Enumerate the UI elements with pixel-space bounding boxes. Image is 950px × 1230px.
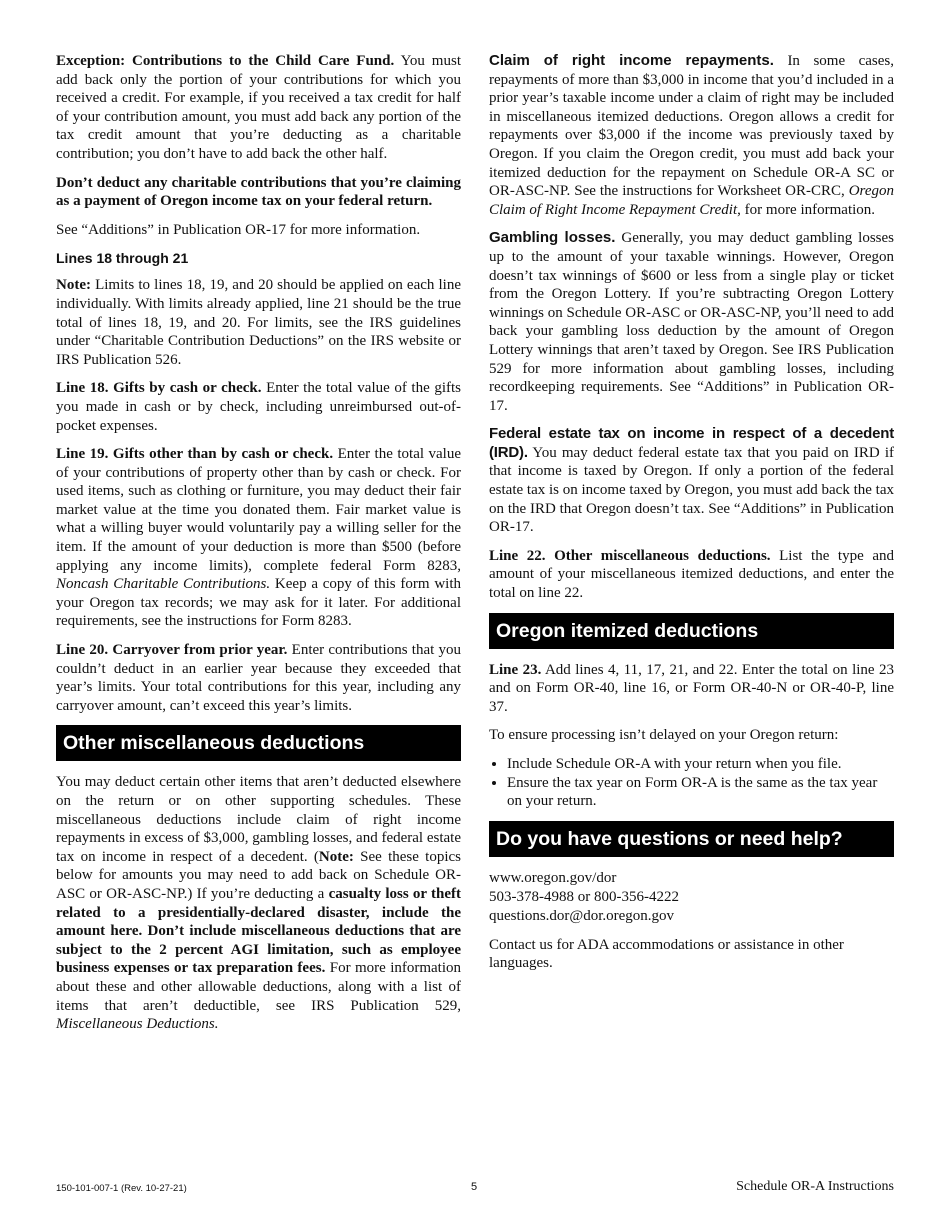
line18-paragraph bbox=[56, 379, 461, 435]
pub-529-name: Miscellaneous Deductions. bbox=[56, 1016, 219, 1033]
claim-text1: In some cases, repayments of more than $3,000 in income that you’d included in a prior year’s taxable income under a claim of right may be included in miscellaneous itemized deductions. Oregon allows a credit for repayments over $3,000 if the income was previously taxed by Oregon. If you claim the Oregon credit, you must add back your itemized deduction for the repayment on Schedule OR-A SC or OR-ASC-NP. See the instructions for Worksheet OR-CRC, bbox=[489, 53, 895, 200]
note-label: Note: bbox=[56, 277, 91, 294]
line23-text: Add lines 4, 11, 17, 21, and 22. Enter the total on line 23 and on Form OR-40, line 16, or Form OR-40-N or OR-40-P, line 37. bbox=[489, 661, 894, 715]
line20-text: Enter contributions that you couldn’t deduct in an earlier year because they exceeded that year’s limits. Your total contributions for this year, including any carryover amount, can’t exceed this year’s limits. bbox=[56, 642, 462, 714]
note-paragraph bbox=[56, 276, 461, 369]
gambling-paragraph bbox=[489, 229, 894, 415]
line19-text2: Keep a copy of this form with your Oregon tax records; we may ask for it later. For additional requirements, see the instructions for Form 8283. bbox=[56, 576, 461, 630]
help-heading: Do you have questions or need help? bbox=[489, 821, 894, 857]
footer-page-number: 5 bbox=[471, 1181, 478, 1193]
misc-note-label: Note: bbox=[318, 848, 354, 865]
ensure-intro: To ensure processing isn’t delayed on your Oregon return: bbox=[489, 727, 839, 744]
misc-bold: casualty loss or theft related to a presidentially-declared disaster, include the amount here. Don’t include miscellaneous deductions that are subject to the 2 percent AGI limitation, such as employee business expenses or tax preparation fees. bbox=[56, 885, 462, 977]
ensure-list bbox=[489, 755, 894, 811]
ada-paragraph: Contact us for ADA accommodations or assistance in other languages. bbox=[489, 936, 844, 972]
estate-text: You may deduct federal estate tax that you paid on IRD if that income is taxed by Oregon. If only a portion of the federal estate tax is on income taxed by Oregon, you must add back the tax on the IRD that Oregon doesn’t tax. See “Additions” in Publication OR-17. bbox=[489, 444, 894, 536]
list-item: • Ensure the tax year on Form OR-A is the same as the tax year on your return. bbox=[507, 774, 894, 811]
misc-paragraph bbox=[56, 773, 461, 1033]
gambling-title: Gambling losses. bbox=[489, 229, 616, 247]
footer-doc-title: Schedule OR-A Instructions bbox=[736, 1179, 894, 1194]
worksheet-name: Oregon Claim of Right Income Repayment Credit bbox=[489, 183, 894, 218]
exception-paragraph bbox=[56, 52, 461, 164]
see-additions: See “Additions” in Publication OR-17 for more information. bbox=[56, 221, 421, 238]
left-column bbox=[56, 52, 461, 1044]
line22-text: List the type and amount of your miscellaneous itemized deductions, and enter the total on line 22. bbox=[489, 547, 894, 602]
note-text: Limits to lines 18, 19, and 20 should be applied on each line individually. With limits already applied, line 21 should be the true total of lines 18, 19, and 20. For limits, see the IRS guidelines under “Charitable Contribution Deductions” on the IRS website or IRS Publication 526. bbox=[56, 277, 461, 368]
phone-numbers: 503-378-4988 or 800-356-4222 bbox=[489, 888, 679, 905]
form-8283-name: Noncash Charitable Contributions. bbox=[56, 576, 271, 593]
exception-text: You must add back only the portion of your contributions for which you received a credit. For example, if you received a tax credit for half of your contribution amount, you must add back any portion of the tax credit amount that you’re deducting as a charitable contribution; you don’t have to add back the other half. bbox=[56, 53, 461, 162]
claim-title: Claim of right income repayments. bbox=[489, 52, 774, 69]
email-link[interactable]: questions.dor@dor.oregon.gov bbox=[489, 907, 675, 924]
gambling-text: Generally, you may deduct gambling losses up to the amount of your taxable winnings. However, Oregon doesn’t tax winnings of $600 or less from a single play or ticket from the Oregon Lottery. If you’re subtracting Oregon Lottery winnings on Schedule OR-ASC or OR-ASC-NP, you’ll need to add back your gambling loss deduction by the amount of Oregon Lottery winnings that aren’t taxed by Oregon. See IRS Publication 529 for more information about gambling losses, including recordkeeping requirements. See “Additions” in Publication OR-17. bbox=[489, 230, 895, 414]
line19-text1: Enter the total value of your contributions of property other than by cash or check. For used items, such as clothing or furniture, you may deduct their fair market value at the time you donated them. Fair market value is what a willing buyer would voluntarily pay a willing seller for the item. If the amount of your deduction is more than $500 (before applying any income limits), complete federal Form 8283, bbox=[56, 446, 462, 574]
itemized-deductions-heading: Oregon itemized deductions bbox=[489, 613, 894, 649]
estate-paragraph bbox=[489, 425, 894, 537]
line23-paragraph bbox=[489, 661, 894, 717]
claim-paragraph bbox=[489, 52, 894, 219]
line19-paragraph bbox=[56, 445, 461, 631]
line20-paragraph bbox=[56, 641, 461, 715]
line19-title: Line 19. Gifts other than by cash or check. bbox=[56, 446, 334, 463]
contact-block bbox=[489, 869, 894, 926]
line20-title: Line 20. Carryover from prior year. bbox=[56, 642, 288, 659]
misc-text1: You may deduct certain other items that aren’t deducted elsewhere on the return or on other supporting schedules. These miscellaneous deductions include claim of right income repayments in excess of $3,000, gambling losses, and federal estate tax on income in respect of a decedent. ( bbox=[56, 774, 461, 865]
line18-title: Line 18. Gifts by cash or check. bbox=[56, 380, 262, 397]
list-item: • Include Schedule OR-A with your return when you file. bbox=[507, 755, 894, 774]
exception-title: Exception: Contributions to the Child Care Fund. bbox=[56, 53, 395, 69]
line22-title: Line 22. Other miscellaneous deductions. bbox=[489, 547, 771, 564]
line22-paragraph bbox=[489, 547, 894, 603]
misc-text2: See these topics below for amounts you may need to add back on Schedule OR-ASC or OR-ASC-NP.) If you’re deducting a bbox=[56, 848, 462, 902]
website-link[interactable]: www.oregon.gov/dor bbox=[489, 869, 617, 886]
claim-text2: , for more information. bbox=[737, 201, 876, 218]
line23-title: Line 23. bbox=[489, 661, 542, 678]
lines-18-21-heading: Lines 18 through 21 bbox=[56, 250, 189, 267]
misc-text3: For more information about these and other allowable deductions, along with a list of items that aren’t deductible, see IRS Publication 529, bbox=[56, 960, 462, 1014]
line18-text: Enter the total value of the gifts you made in cash or by check, including unreimbursed out-of-pocket expenses. bbox=[56, 380, 461, 434]
misc-deductions-heading: Other miscellaneous deductions bbox=[56, 725, 461, 761]
footer-form-id: 150-101-007-1 (Rev. 10-27-21) bbox=[56, 1183, 187, 1194]
deduction-warning: Don’t deduct any charitable contributions that you’re claiming as a payment of Oregon income tax on your federal return. bbox=[56, 174, 461, 210]
estate-title: Federal estate tax on income in respect of a decedent (IRD). bbox=[489, 425, 894, 461]
right-column bbox=[489, 52, 894, 983]
